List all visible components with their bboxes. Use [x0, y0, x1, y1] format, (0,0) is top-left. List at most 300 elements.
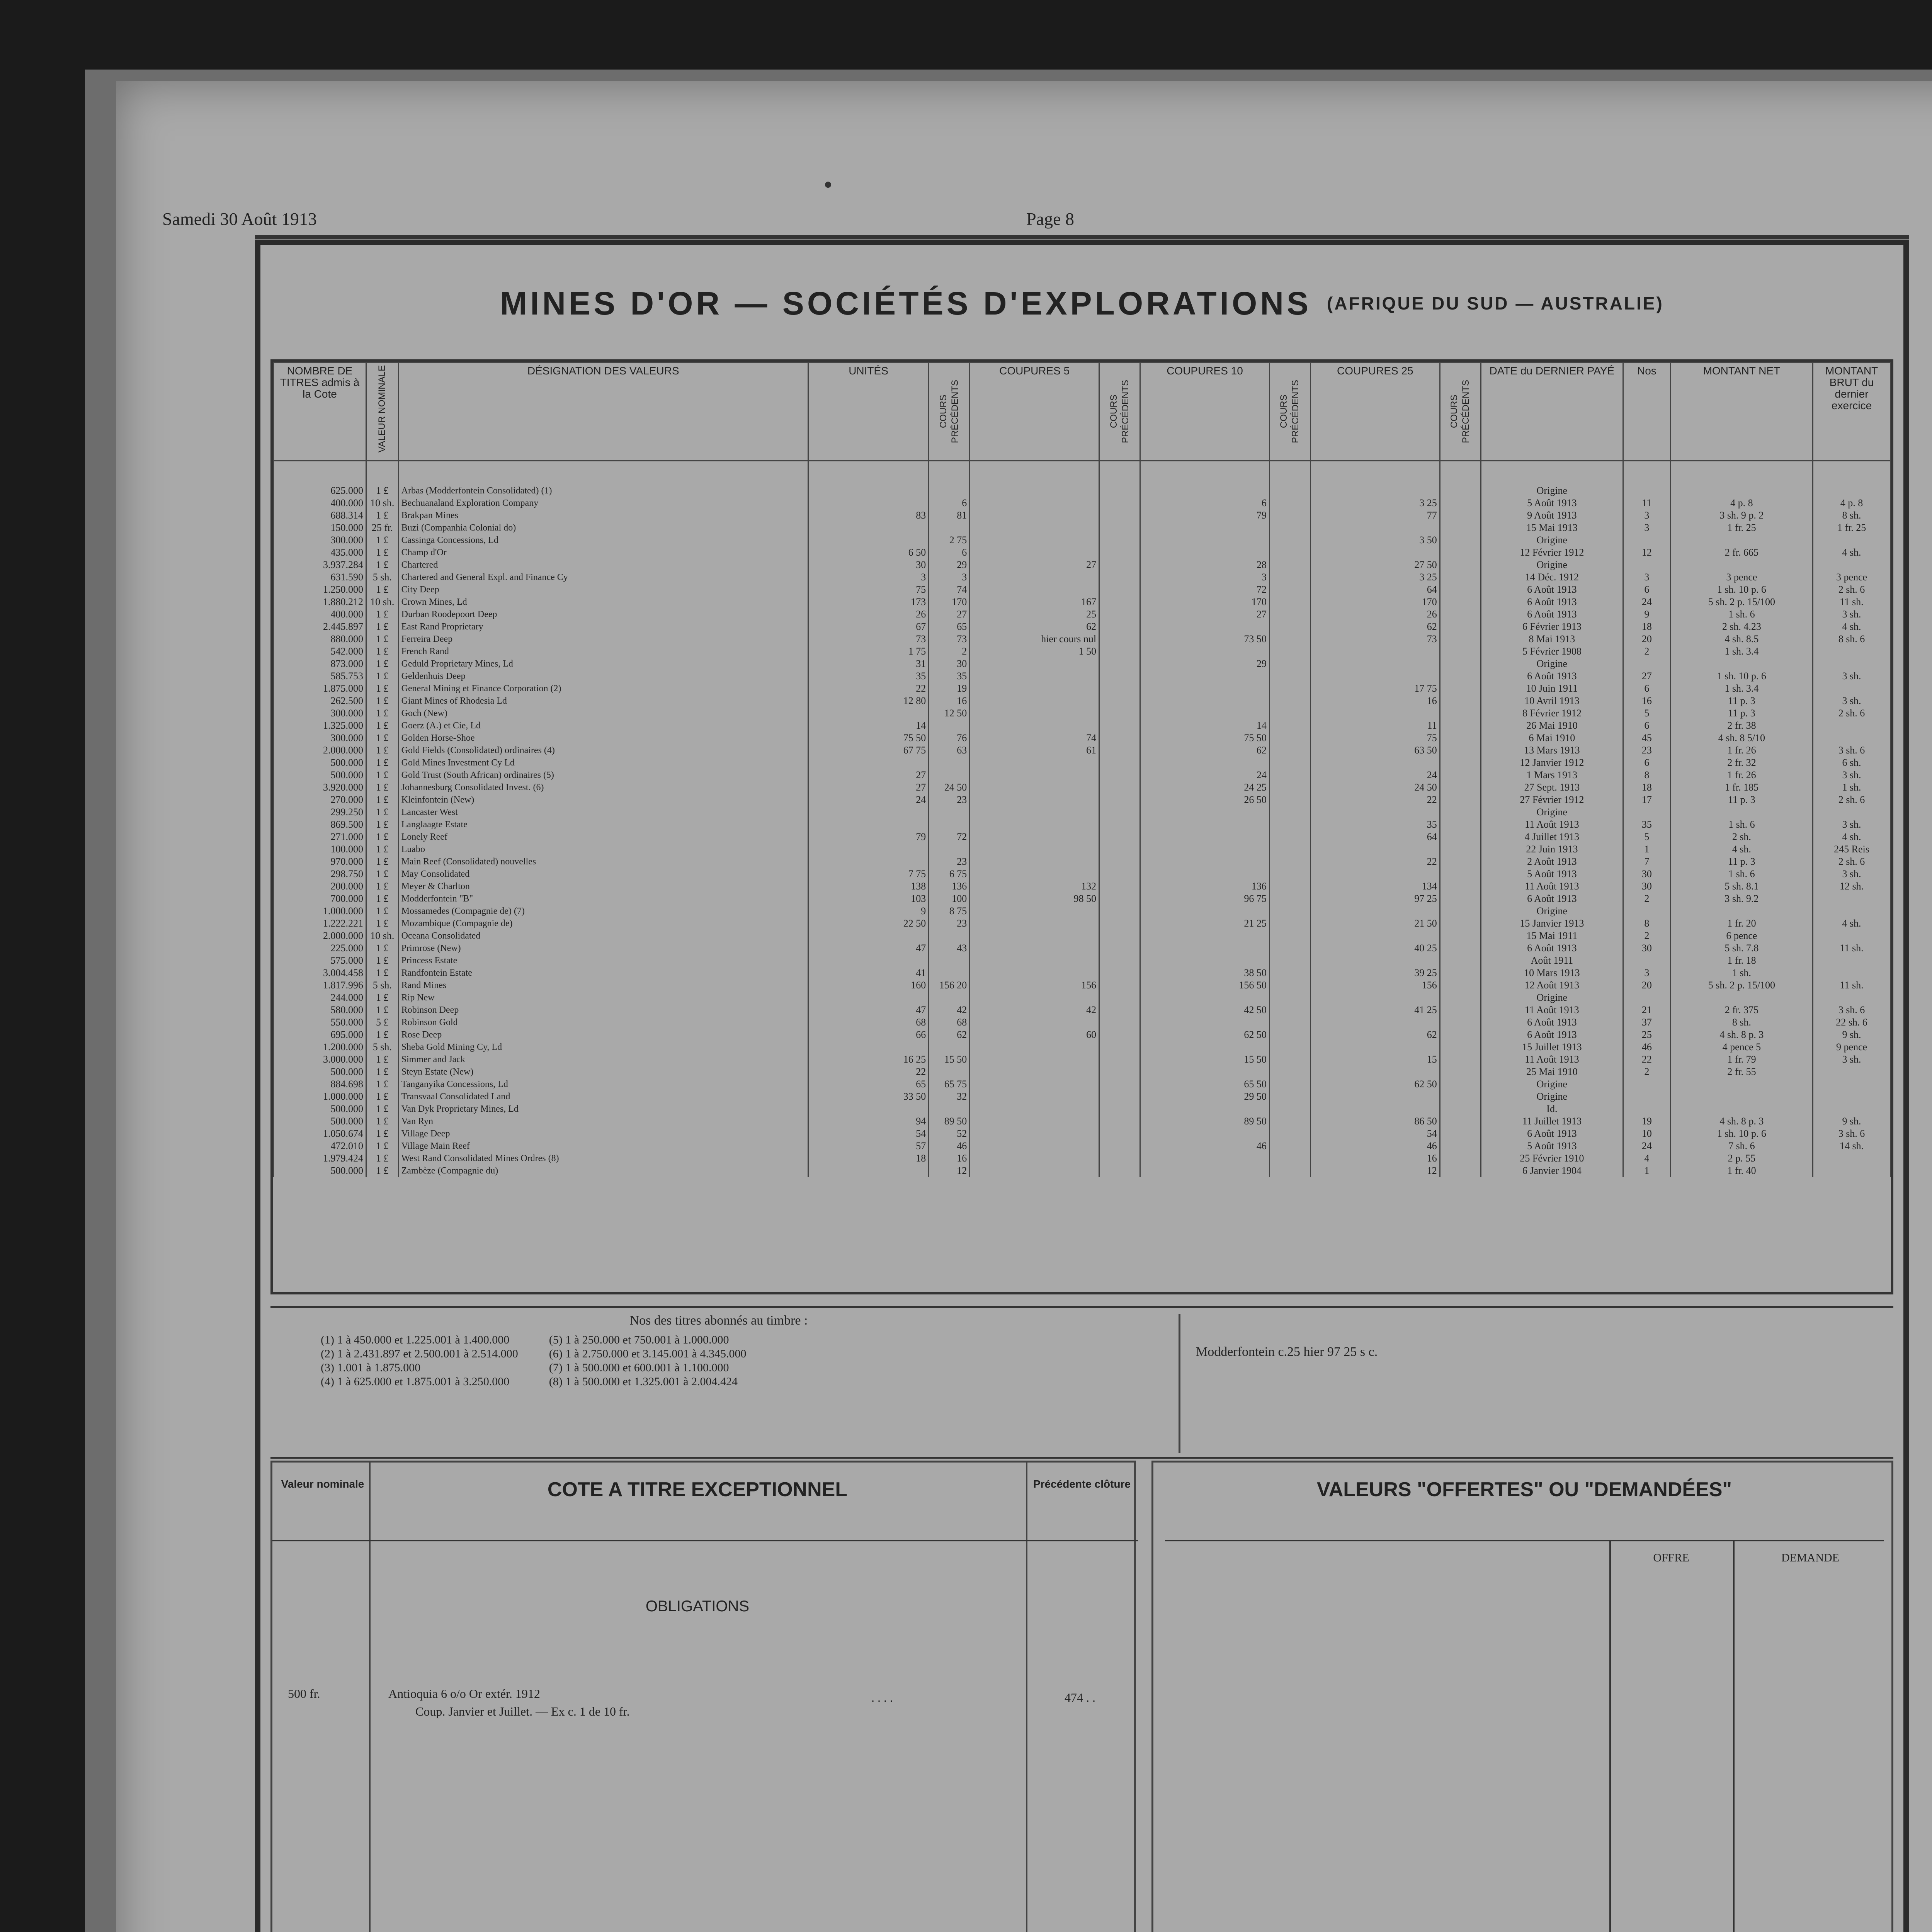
cell-c25: 40 25 — [1310, 942, 1440, 954]
cell-c25 — [1310, 1103, 1440, 1115]
cell-u: 138 — [808, 880, 929, 893]
cell-date: Origine — [1481, 992, 1623, 1004]
cell-n: 1.817.996 — [274, 979, 366, 992]
col-montant-net: MONTANT NET — [1670, 362, 1813, 461]
cell-c25 — [1310, 992, 1440, 1004]
cell-u: 67 75 — [808, 744, 929, 757]
cell-name: Champ d'Or — [398, 546, 808, 559]
cell-date: 11 Août 1913 — [1481, 818, 1623, 831]
cell-brut: 9 sh. — [1813, 1115, 1891, 1128]
cell-no: 6 — [1623, 583, 1671, 596]
cell-cp4 — [1440, 670, 1481, 682]
cell-c25 — [1310, 1066, 1440, 1078]
cell-cp2 — [1099, 843, 1140, 855]
cell-u: 79 — [808, 831, 929, 843]
cell-c25: 73 — [1310, 633, 1440, 645]
cell-brut — [1813, 559, 1891, 571]
cell-c25: 16 — [1310, 1152, 1440, 1165]
cell-no: 2 — [1623, 645, 1671, 658]
cell-n: 3.000.000 — [274, 1053, 366, 1066]
cell-date: 15 Mai 1911 — [1481, 930, 1623, 942]
cell-date: 12 Août 1913 — [1481, 979, 1623, 992]
cell-cp2 — [1099, 855, 1140, 868]
cell-cp4 — [1440, 497, 1481, 509]
table-row — [274, 658, 1891, 670]
cell-c25: 21 50 — [1310, 917, 1440, 930]
cell-v: 1 £ — [366, 967, 398, 979]
cell-cp4 — [1440, 682, 1481, 695]
table-row — [274, 979, 1891, 992]
cell-cp3 — [1269, 855, 1310, 868]
cell-cp3 — [1269, 806, 1310, 818]
cell-cp2 — [1099, 658, 1140, 670]
cell-cp4 — [1440, 571, 1481, 583]
cell-n: 500.000 — [274, 1103, 366, 1115]
cell-c25: 62 — [1310, 1029, 1440, 1041]
cell-cp2 — [1099, 769, 1140, 781]
cell-c5 — [970, 794, 1099, 806]
cell-c25 — [1310, 658, 1440, 670]
cell-c5 — [970, 509, 1099, 522]
cell-cp3 — [1269, 583, 1310, 596]
cell-v: 1 £ — [366, 917, 398, 930]
cell-v: 1 £ — [366, 818, 398, 831]
cell-v: 1 £ — [366, 707, 398, 719]
cell-net: 6 pence — [1670, 930, 1813, 942]
cell-cp2 — [1099, 546, 1140, 559]
cell-n: 1.880.212 — [274, 596, 366, 608]
cell-name: Mozambique (Compagnie de) — [398, 917, 808, 930]
cell-brut: 3 sh. — [1813, 670, 1891, 682]
cell-cp4 — [1440, 1140, 1481, 1152]
cell-no: 5 — [1623, 707, 1671, 719]
cell-cp2 — [1099, 461, 1140, 497]
cell-brut — [1813, 1165, 1891, 1177]
cell-u: 24 — [808, 794, 929, 806]
cell-no: 2 — [1623, 893, 1671, 905]
cell-date: Origine — [1481, 1078, 1623, 1090]
cell-date: 6 Août 1913 — [1481, 596, 1623, 608]
cell-c5 — [970, 1152, 1099, 1165]
cell-date: 6 Août 1913 — [1481, 608, 1623, 621]
cell-no: 20 — [1623, 633, 1671, 645]
table-row — [274, 1053, 1891, 1066]
cell-u: 22 50 — [808, 917, 929, 930]
offertes-rule — [1165, 1540, 1884, 1541]
cell-v: 1 £ — [366, 1078, 398, 1090]
cell-brut — [1813, 658, 1891, 670]
cell-date: Origine — [1481, 559, 1623, 571]
cell-n: 625.000 — [274, 461, 366, 497]
cell-name: Village Main Reef — [398, 1140, 808, 1152]
cell-c10: 14 — [1140, 719, 1270, 732]
cell-c5 — [970, 954, 1099, 967]
cell-v: 1 £ — [366, 633, 398, 645]
table-row — [274, 596, 1891, 608]
cell-v: 1 £ — [366, 608, 398, 621]
col-coupures10: COUPURES 10 — [1140, 362, 1270, 461]
cell-cp: 3 — [929, 571, 970, 583]
cell-date: 6 Mai 1910 — [1481, 732, 1623, 744]
cell-c5: 61 — [970, 744, 1099, 757]
cell-cp3 — [1269, 1004, 1310, 1016]
cell-cp — [929, 818, 970, 831]
cell-cp3 — [1269, 781, 1310, 794]
table-row — [274, 682, 1891, 695]
cell-brut — [1813, 806, 1891, 818]
cell-n: 299.250 — [274, 806, 366, 818]
cell-cp4 — [1440, 880, 1481, 893]
rule-above-cote — [270, 1457, 1893, 1459]
cell-brut — [1813, 954, 1891, 967]
cell-v: 1 £ — [366, 954, 398, 967]
cell-n: 270.000 — [274, 794, 366, 806]
cell-date: 12 Février 1912 — [1481, 546, 1623, 559]
cell-cp: 24 50 — [929, 781, 970, 794]
cell-brut: 4 sh. — [1813, 831, 1891, 843]
cell-c25: 64 — [1310, 583, 1440, 596]
cell-date: 4 Juillet 1913 — [1481, 831, 1623, 843]
cell-date: Origine — [1481, 905, 1623, 917]
cell-cp2 — [1099, 917, 1140, 930]
cell-u: 33 50 — [808, 1090, 929, 1103]
cell-cp2 — [1099, 1053, 1140, 1066]
cell-c25: 46 — [1310, 1140, 1440, 1152]
cell-c10 — [1140, 1152, 1270, 1165]
cell-net: 11 p. 3 — [1670, 794, 1813, 806]
cell-cp2 — [1099, 509, 1140, 522]
cell-c5 — [970, 658, 1099, 670]
header-date: Samedi 30 Août 1913 — [162, 209, 317, 229]
cell-date: 6 Août 1913 — [1481, 1029, 1623, 1041]
cell-c5 — [970, 682, 1099, 695]
cell-c5: hier cours nul — [970, 633, 1099, 645]
cell-v: 1 £ — [366, 546, 398, 559]
cell-cp: 23 — [929, 794, 970, 806]
cell-name: Brakpan Mines — [398, 509, 808, 522]
cell-c10 — [1140, 1128, 1270, 1140]
titres-right-4: (8) 1 à 500.000 et 1.325.001 à 2.004.424 — [549, 1375, 738, 1388]
table-row — [274, 1115, 1891, 1128]
cell-date: 5 Août 1913 — [1481, 497, 1623, 509]
table-row — [274, 905, 1891, 917]
cell-no: 3 — [1623, 967, 1671, 979]
col-cours-prec-2: COURS PRÉCÉDENTS — [1108, 379, 1131, 444]
cell-brut: 4 sh. — [1813, 621, 1891, 633]
cell-c5: 98 50 — [970, 893, 1099, 905]
rule-under-table — [270, 1306, 1893, 1308]
cell-cp3 — [1269, 509, 1310, 522]
cell-net: 4 pence 5 — [1670, 1041, 1813, 1053]
cell-brut: 22 sh. 6 — [1813, 1016, 1891, 1029]
cell-cp3 — [1269, 905, 1310, 917]
cell-date: Id. — [1481, 1103, 1623, 1115]
cell-name: Geduld Proprietary Mines, Ld — [398, 658, 808, 670]
cell-n: 300.000 — [274, 534, 366, 546]
cell-no: 2 — [1623, 1066, 1671, 1078]
cell-date: Origine — [1481, 1090, 1623, 1103]
cell-cp2 — [1099, 930, 1140, 942]
cell-n: 873.000 — [274, 658, 366, 670]
cell-c25 — [1310, 1041, 1440, 1053]
cell-cp2 — [1099, 534, 1140, 546]
cell-u: 12 80 — [808, 695, 929, 707]
cell-name: Zambèze (Compagnie du) — [398, 1165, 808, 1177]
cell-date: 6 Février 1913 — [1481, 621, 1623, 633]
cell-name: Luabo — [398, 843, 808, 855]
cell-v: 10 sh. — [366, 930, 398, 942]
cell-c5: 27 — [970, 559, 1099, 571]
cell-v: 1 £ — [366, 855, 398, 868]
cell-net — [1670, 658, 1813, 670]
cell-c10 — [1140, 806, 1270, 818]
cell-name: French Rand — [398, 645, 808, 658]
cell-net: 11 p. 3 — [1670, 695, 1813, 707]
cell-v: 1 £ — [366, 1140, 398, 1152]
cell-cp2 — [1099, 967, 1140, 979]
cell-c10: 96 75 — [1140, 893, 1270, 905]
cell-n: 400.000 — [274, 608, 366, 621]
cell-date: 6 Août 1913 — [1481, 942, 1623, 954]
cell-cp3 — [1269, 497, 1310, 509]
cell-net: 4 sh. 8 5/10 — [1670, 732, 1813, 744]
cell-c25: 24 — [1310, 769, 1440, 781]
cell-name: Gold Mines Investment Cy Ld — [398, 757, 808, 769]
table-row — [274, 1090, 1891, 1103]
cell-cp2 — [1099, 1066, 1140, 1078]
cell-date: 5 Août 1913 — [1481, 1140, 1623, 1152]
cell-c25 — [1310, 522, 1440, 534]
cell-c25: 63 50 — [1310, 744, 1440, 757]
cell-no: 21 — [1623, 1004, 1671, 1016]
cell-cp4 — [1440, 461, 1481, 497]
cell-net — [1670, 1078, 1813, 1090]
cell-cp: 76 — [929, 732, 970, 744]
cell-no: 3 — [1623, 509, 1671, 522]
table-row — [274, 608, 1891, 621]
cell-cp: 72 — [929, 831, 970, 843]
cell-cp: 6 75 — [929, 868, 970, 880]
cell-v: 1 £ — [366, 534, 398, 546]
table-row — [274, 1029, 1891, 1041]
cell-date: 26 Mai 1910 — [1481, 719, 1623, 732]
cell-n: 2.000.000 — [274, 930, 366, 942]
cell-brut: 4 sh. — [1813, 917, 1891, 930]
cell-brut: 3 sh. 6 — [1813, 1004, 1891, 1016]
cell-name: Village Deep — [398, 1128, 808, 1140]
cell-cp2 — [1099, 1078, 1140, 1090]
col-numero: Nos — [1623, 362, 1671, 461]
cell-c5 — [970, 719, 1099, 732]
cell-u — [808, 707, 929, 719]
table-row — [274, 633, 1891, 645]
cell-name: Johannesburg Consolidated Invest. (6) — [398, 781, 808, 794]
cell-n: 970.000 — [274, 855, 366, 868]
titres-left-3: (3) 1.001 à 1.875.000 — [321, 1361, 421, 1374]
cell-c25: 3 25 — [1310, 571, 1440, 583]
cell-cp2 — [1099, 1115, 1140, 1128]
cell-brut: 2 sh. 6 — [1813, 583, 1891, 596]
cell-cp2 — [1099, 497, 1140, 509]
cell-v: 1 £ — [366, 757, 398, 769]
cell-u: 41 — [808, 967, 929, 979]
cell-c10: 89 50 — [1140, 1115, 1270, 1128]
cell-n: 1.250.000 — [274, 583, 366, 596]
cell-no: 7 — [1623, 855, 1671, 868]
col-montant-brut: MONTANT BRUT du dernier exercice — [1813, 362, 1891, 461]
cell-date: 25 Février 1910 — [1481, 1152, 1623, 1165]
cell-c25: 75 — [1310, 732, 1440, 744]
cell-n: 1.050.674 — [274, 1128, 366, 1140]
cell-c5 — [970, 992, 1099, 1004]
cell-no: 17 — [1623, 794, 1671, 806]
table-row — [274, 621, 1891, 633]
title-sub: (AFRIQUE DU SUD — AUSTRALIE) — [1327, 293, 1664, 313]
cell-cp4 — [1440, 806, 1481, 818]
cell-v: 1 £ — [366, 1103, 398, 1115]
cell-v: 1 £ — [366, 843, 398, 855]
cell-cp: 19 — [929, 682, 970, 695]
cell-v: 1 £ — [366, 682, 398, 695]
cell-name: Giant Mines of Rhodesia Ld — [398, 695, 808, 707]
cell-brut — [1813, 893, 1891, 905]
cell-cp: 23 — [929, 917, 970, 930]
cell-brut — [1813, 645, 1891, 658]
cell-c5 — [970, 546, 1099, 559]
cell-u: 160 — [808, 979, 929, 992]
cell-cp3 — [1269, 682, 1310, 695]
cell-net: 1 sh. 6 — [1670, 818, 1813, 831]
cell-cp2 — [1099, 1128, 1140, 1140]
cell-n: 869.500 — [274, 818, 366, 831]
cell-c5 — [970, 695, 1099, 707]
table-row — [274, 583, 1891, 596]
cell-cp: 156 20 — [929, 979, 970, 992]
cell-no: 6 — [1623, 757, 1671, 769]
table-row — [274, 1078, 1891, 1090]
cell-brut: 1 sh. — [1813, 781, 1891, 794]
cell-brut: 14 sh. — [1813, 1140, 1891, 1152]
cell-no: 24 — [1623, 596, 1671, 608]
table-row — [274, 868, 1891, 880]
cell-cp3 — [1269, 1053, 1310, 1066]
cell-c5 — [970, 1078, 1099, 1090]
cell-no — [1623, 905, 1671, 917]
cell-cp4 — [1440, 1152, 1481, 1165]
cell-c10 — [1140, 621, 1270, 633]
cell-brut: 2 sh. 6 — [1813, 794, 1891, 806]
cell-brut — [1813, 1090, 1891, 1103]
cell-no — [1623, 806, 1671, 818]
cell-c10: 170 — [1140, 596, 1270, 608]
cote-divider-2 — [1026, 1463, 1027, 1932]
table-row — [274, 818, 1891, 831]
cell-cp2 — [1099, 744, 1140, 757]
cell-name: City Deep — [398, 583, 808, 596]
cell-net: 1 sh. 6 — [1670, 868, 1813, 880]
cell-brut: 9 pence — [1813, 1041, 1891, 1053]
cell-v: 10 sh. — [366, 596, 398, 608]
cell-cp2 — [1099, 942, 1140, 954]
cell-date: 6 Janvier 1904 — [1481, 1165, 1623, 1177]
cell-brut: 11 sh. — [1813, 942, 1891, 954]
cell-brut — [1813, 534, 1891, 546]
cell-cp2 — [1099, 1152, 1140, 1165]
cell-cp4 — [1440, 583, 1481, 596]
cell-cp2 — [1099, 954, 1140, 967]
cell-n: 300.000 — [274, 707, 366, 719]
cell-u: 22 — [808, 682, 929, 695]
cell-cp4 — [1440, 1029, 1481, 1041]
cell-v: 1 £ — [366, 806, 398, 818]
cell-no: 12 — [1623, 546, 1671, 559]
cell-name: Transvaal Consolidated Land — [398, 1090, 808, 1103]
cote-divider-1 — [369, 1463, 371, 1932]
cell-net — [1670, 461, 1813, 497]
cell-cp3 — [1269, 1152, 1310, 1165]
cell-net: 5 sh. 2 p. 15/100 — [1670, 596, 1813, 608]
cell-cp2 — [1099, 781, 1140, 794]
cell-v: 1 £ — [366, 670, 398, 682]
cell-c10: 24 25 — [1140, 781, 1270, 794]
cell-u — [808, 954, 929, 967]
cell-net: 1 fr. 26 — [1670, 744, 1813, 757]
cell-name: Rip New — [398, 992, 808, 1004]
cell-no: 16 — [1623, 695, 1671, 707]
cell-net: 3 sh. 9.2 — [1670, 893, 1813, 905]
cell-date: 6 Août 1913 — [1481, 670, 1623, 682]
cell-u: 27 — [808, 769, 929, 781]
cell-date: 5 Août 1913 — [1481, 868, 1623, 880]
cell-c25: 16 — [1310, 695, 1440, 707]
cell-v: 10 sh. — [366, 497, 398, 509]
cell-no: 5 — [1623, 831, 1671, 843]
cell-u: 26 — [808, 608, 929, 621]
cell-cp3 — [1269, 1115, 1310, 1128]
cell-date: Origine — [1481, 806, 1623, 818]
cell-no: 1 — [1623, 843, 1671, 855]
cell-net: 2 fr. 375 — [1670, 1004, 1813, 1016]
cell-cp: 12 50 — [929, 707, 970, 719]
cell-c5 — [970, 855, 1099, 868]
cell-n: 1.875.000 — [274, 682, 366, 695]
cell-n: 1.325.000 — [274, 719, 366, 732]
cell-cp2 — [1099, 633, 1140, 645]
cell-date: Origine — [1481, 461, 1623, 497]
cell-c10 — [1140, 522, 1270, 534]
cell-cp4 — [1440, 559, 1481, 571]
cell-cp3 — [1269, 546, 1310, 559]
cell-cp2 — [1099, 893, 1140, 905]
cell-cp: 12 — [929, 1165, 970, 1177]
cell-c5 — [970, 670, 1099, 682]
cell-cp: 62 — [929, 1029, 970, 1041]
cell-c10: 65 50 — [1140, 1078, 1270, 1090]
cell-no: 45 — [1623, 732, 1671, 744]
cell-c5 — [970, 1053, 1099, 1066]
cell-cp — [929, 967, 970, 979]
cell-net: 1 fr. 40 — [1670, 1165, 1813, 1177]
cell-n: 542.000 — [274, 645, 366, 658]
cell-cp3 — [1269, 719, 1310, 732]
cell-brut: 3 sh. — [1813, 1053, 1891, 1066]
cell-name: Buzi (Companhia Colonial do) — [398, 522, 808, 534]
cell-c25: 27 50 — [1310, 559, 1440, 571]
cell-c25: 62 — [1310, 621, 1440, 633]
cell-cp: 2 — [929, 645, 970, 658]
cell-cp: 2 75 — [929, 534, 970, 546]
cell-u: 75 50 — [808, 732, 929, 744]
